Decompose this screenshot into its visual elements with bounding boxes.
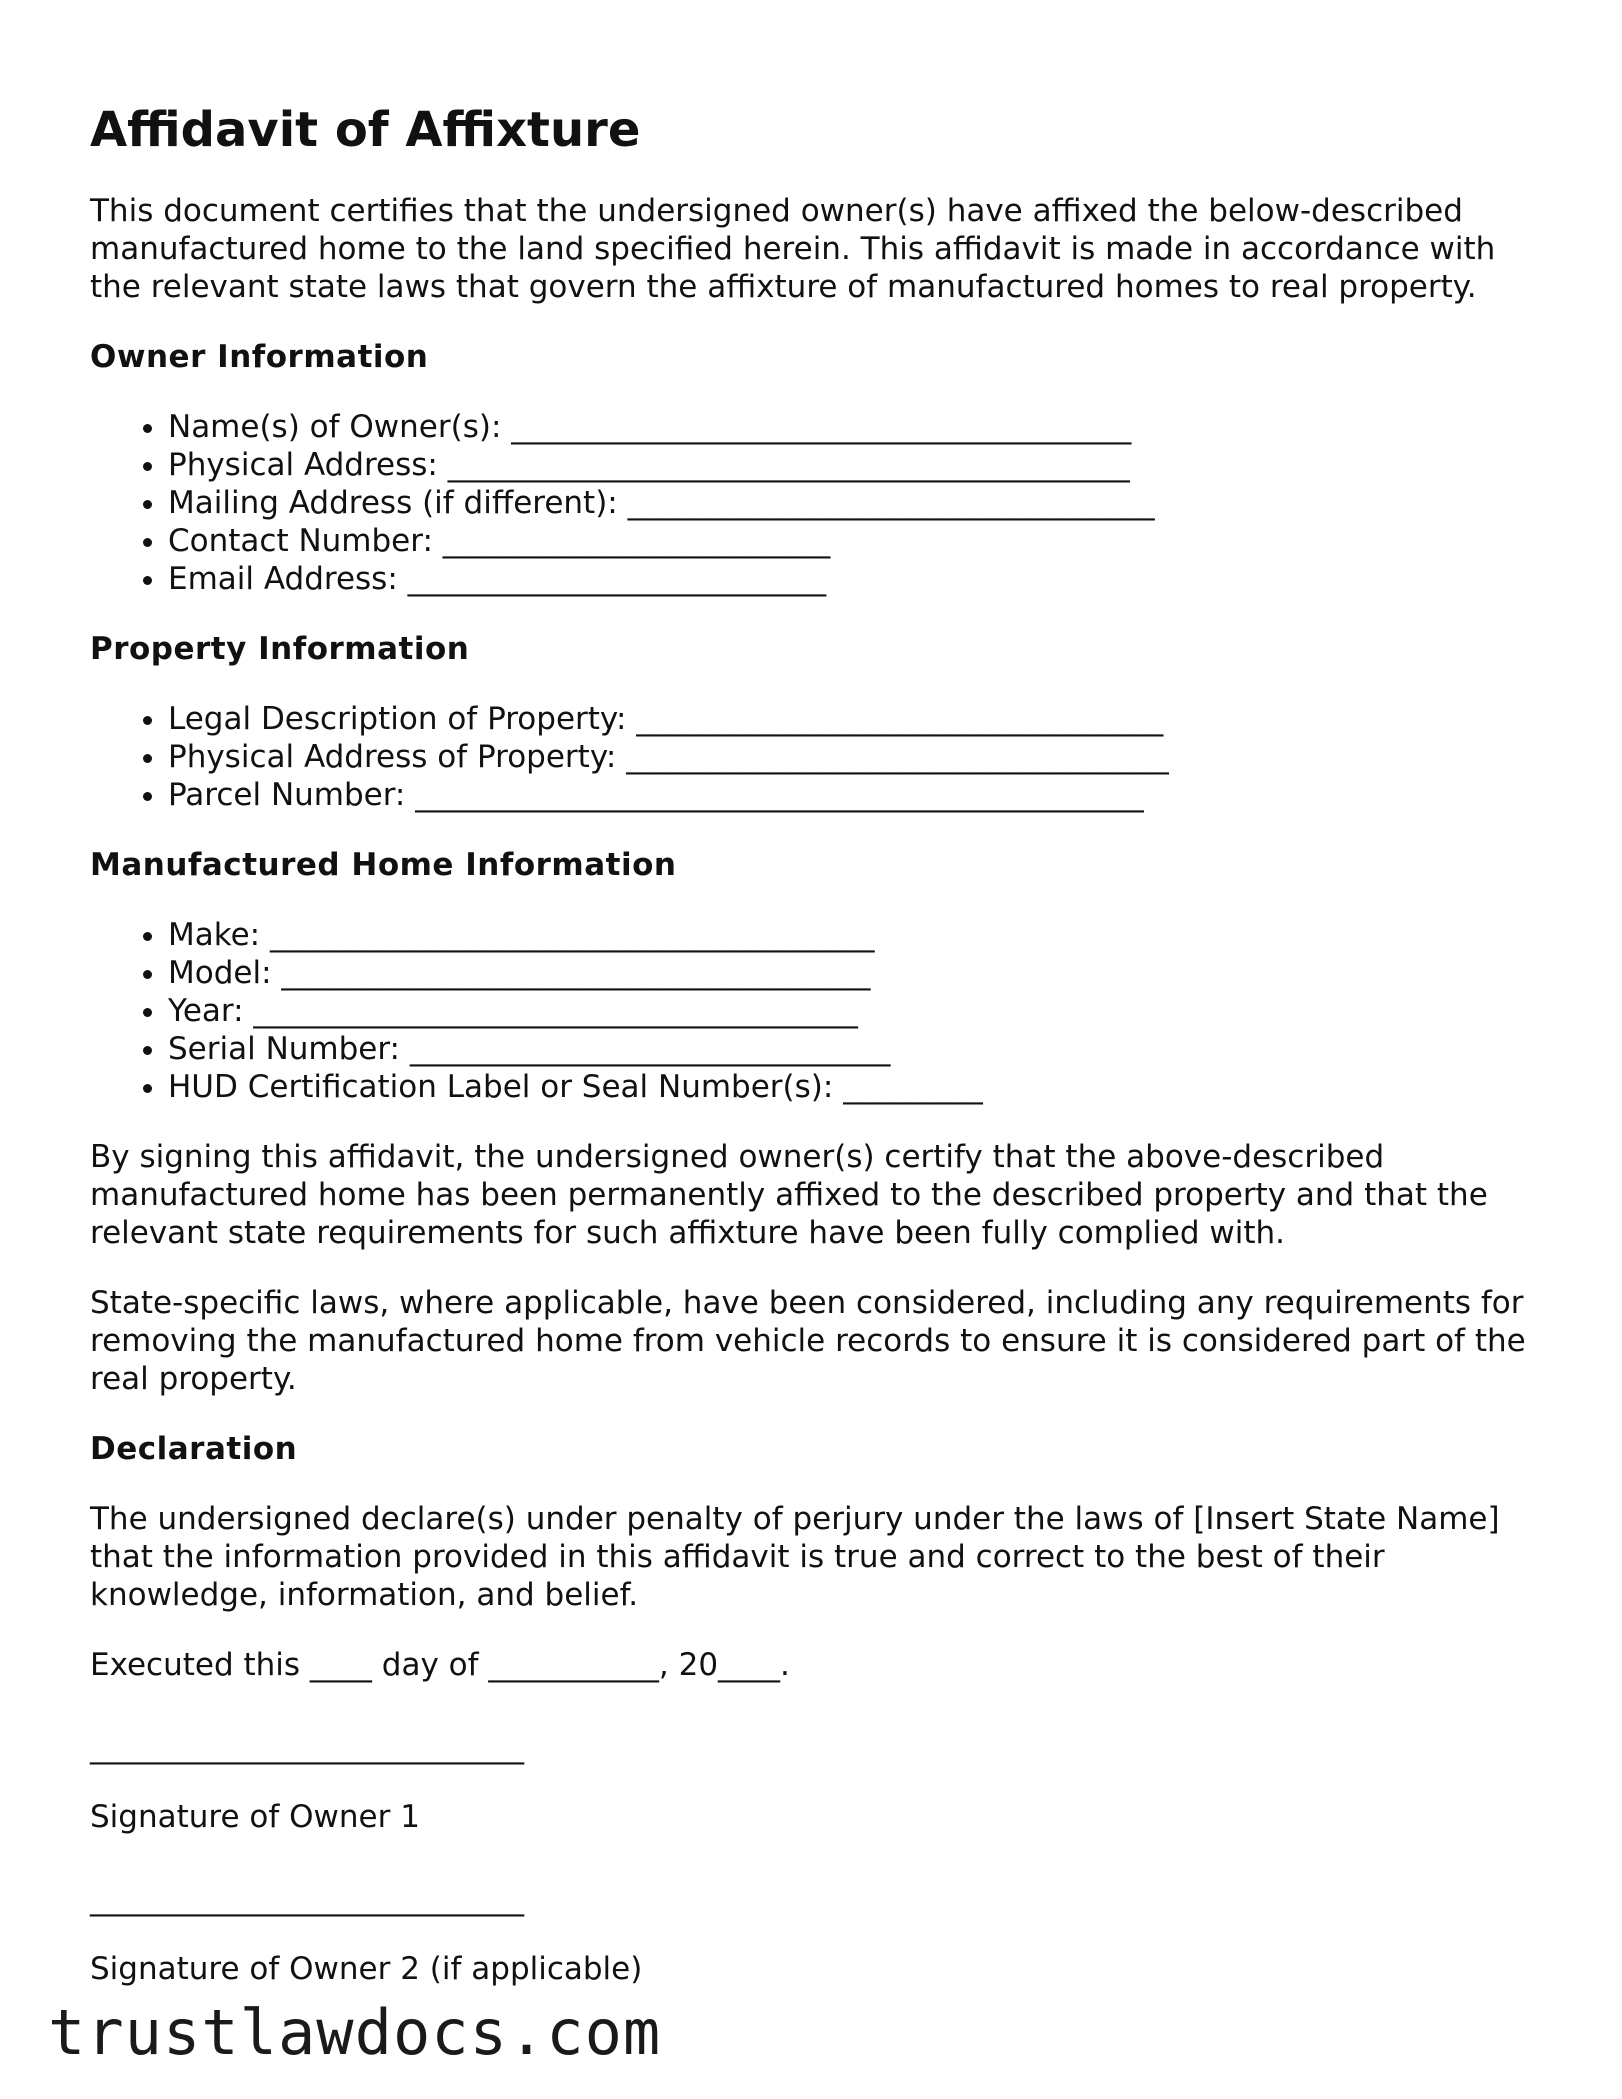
- home-model-field: • Model: ______________________________________: [168, 954, 1550, 992]
- owner-information-list: [90, 408, 1550, 598]
- home-year-field: • Year: _______________________________________: [168, 992, 1550, 1030]
- home-information-heading: Manufactured Home Information: [90, 847, 677, 883]
- owner-email-address-field: • Email Address: ___________________________: [168, 560, 1550, 598]
- owner-1-signature-label: Signature of Owner 1: [90, 1799, 420, 1835]
- home-serial-number-field: • Serial Number: _______________________________: [168, 1030, 1550, 1068]
- home-make-field: • Make: _______________________________________: [168, 916, 1550, 954]
- owner-1-signature-line: ____________________________: [90, 1729, 524, 1765]
- intro-paragraph: This document certifies that the undersigned owner(s) have affixed the below-described manufactured home to the land specified herein. This affidavit is made in accordance with the relevant state laws that govern the affixture of manufactured homes to real property.: [90, 193, 1496, 305]
- document-page: [90, 100, 1550, 2020]
- document-title: Affidavit of Affixture: [90, 102, 641, 158]
- state-laws-paragraph: State-specific laws, where applicable, have been considered, including any requirements for removing the manufactured home from vehicle records to ensure it is considered part of the real property.: [90, 1285, 1526, 1397]
- declaration-text: The undersigned declare(s) under penalty of perjury under the laws of [Insert State Name] that the information provided in this affidavit is true and correct to the best of their knowledge, information, and belief.: [90, 1501, 1500, 1613]
- owner-2-signature-label: Signature of Owner 2 (if applicable): [90, 1951, 643, 1987]
- executed-date-line: Executed this ____ day of ___________, 20____.: [90, 1647, 790, 1683]
- home-information-list: [90, 916, 1550, 1106]
- owner-mailing-address-field: • Mailing Address (if different): __________________________________: [168, 484, 1550, 522]
- owner-information-heading: Owner Information: [90, 339, 429, 375]
- property-physical-address-field: • Physical Address of Property: ___________________________________: [168, 738, 1550, 776]
- certification-paragraph: By signing this affidavit, the undersigned owner(s) certify that the above-described manufactured home has been permanently affixed to the described property and that the relevant state requirements for such affixture have been fully complied with.: [90, 1139, 1488, 1251]
- owner-2-signature-line: ____________________________: [90, 1881, 524, 1917]
- home-hud-label-field: • HUD Certification Label or Seal Number(s): _________: [168, 1068, 1550, 1106]
- owner-contact-number-field: • Contact Number: _________________________: [168, 522, 1550, 560]
- property-parcel-number-field: • Parcel Number: _______________________________________________: [168, 776, 1550, 814]
- property-information-list: [90, 700, 1550, 814]
- property-information-heading: Property Information: [90, 631, 470, 667]
- property-legal-description-field: • Legal Description of Property: __________________________________: [168, 700, 1550, 738]
- site-watermark: trustlawdocs.com: [48, 1996, 662, 2069]
- declaration-heading: Declaration: [90, 1431, 298, 1467]
- owner-name-field: • Name(s) of Owner(s): ________________________________________: [168, 408, 1550, 446]
- owner-physical-address-field: • Physical Address: ____________________________________________: [168, 446, 1550, 484]
